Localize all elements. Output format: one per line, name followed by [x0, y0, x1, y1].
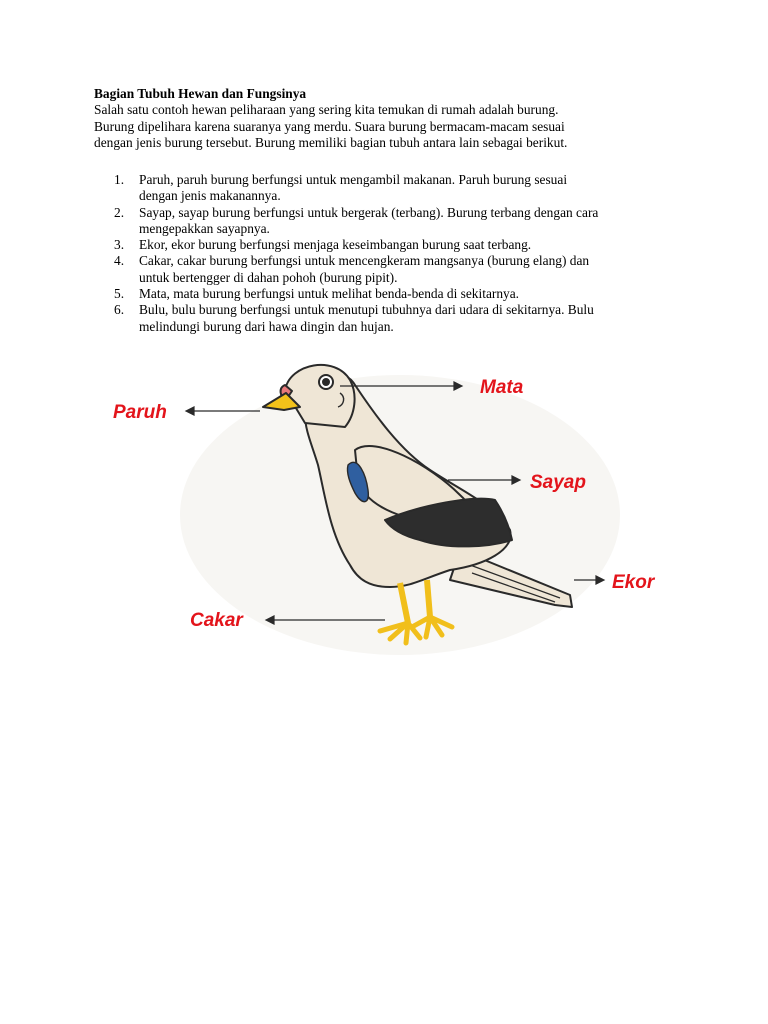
list-item-ekor	[114, 237, 674, 253]
bird-eye-pupil	[323, 379, 329, 385]
list-number: 6.	[114, 302, 125, 318]
list-text: dengan jenis makanannya.	[139, 188, 281, 204]
bird-diagram	[100, 355, 680, 655]
text-block	[94, 86, 684, 151]
list-text: Paruh, paruh burung berfungsi untuk mengambil makanan. Paruh burung sesuai	[139, 172, 568, 187]
right-leg	[427, 580, 430, 617]
list-item-sayap	[114, 205, 674, 238]
list-text: Cakar, cakar burung berfungsi untuk mencengkeram mangsanya (burung elang) dan	[139, 253, 590, 269]
intro-line: dengan jenis burung tersebut. Burung memiliki bagian tubuh antara lain sebagai berikut.	[94, 134, 568, 150]
list-text: Bulu, bulu burung berfungsi untuk menutupi tubuhnya dari udara di sekitarnya. Bulu	[139, 302, 594, 318]
intro-paragraph	[94, 102, 684, 151]
intro-line: Burung dipelihara karena suaranya yang merdu. Suara burung bermacam-macam sesuai	[94, 118, 565, 134]
arrow-ekor-head	[596, 576, 604, 584]
body-parts-list	[114, 172, 674, 335]
label-ekor: Ekor	[612, 572, 655, 593]
arrow-paruh-head	[186, 407, 194, 415]
list-number: 2.	[114, 204, 125, 220]
list-item-mata	[114, 286, 674, 302]
list-text: Ekor, ekor burung berfungsi menjaga keseimbangan burung saat terbang.	[139, 237, 532, 253]
label-sayap: Sayap	[530, 472, 586, 493]
bird-diagram-svg	[100, 355, 680, 655]
list-text: Mata, mata burung berfungsi untuk melihat benda-benda di sekitarnya.	[139, 286, 520, 302]
list-number: 3.	[114, 237, 125, 253]
label-paruh: Paruh	[113, 402, 167, 423]
list-item-cakar	[114, 253, 674, 286]
intro-line: Salah satu contoh hewan peliharaan yang sering kita temukan di rumah adalah burung.	[94, 102, 559, 118]
list-text: Sayap, sayap burung berfungsi untuk bergerak (terbang). Burung terbang dengan cara	[139, 204, 599, 220]
label-cakar: Cakar	[190, 610, 243, 631]
list-item-paruh	[114, 172, 674, 205]
list-number: 5.	[114, 286, 125, 302]
list-number: 1.	[114, 172, 125, 187]
list-text: mengepakkan sayapnya.	[139, 220, 270, 236]
list-number: 4.	[114, 253, 125, 269]
label-mata: Mata	[480, 377, 524, 398]
list-item-bulu	[114, 302, 674, 335]
list-text: untuk bertengger di dahan pohoh (burung pipit).	[139, 269, 398, 285]
document-title: Bagian Tubuh Hewan dan Fungsinya	[94, 86, 307, 101]
list-text: melindungi burung dari hawa dingin dan hujan.	[139, 318, 394, 334]
